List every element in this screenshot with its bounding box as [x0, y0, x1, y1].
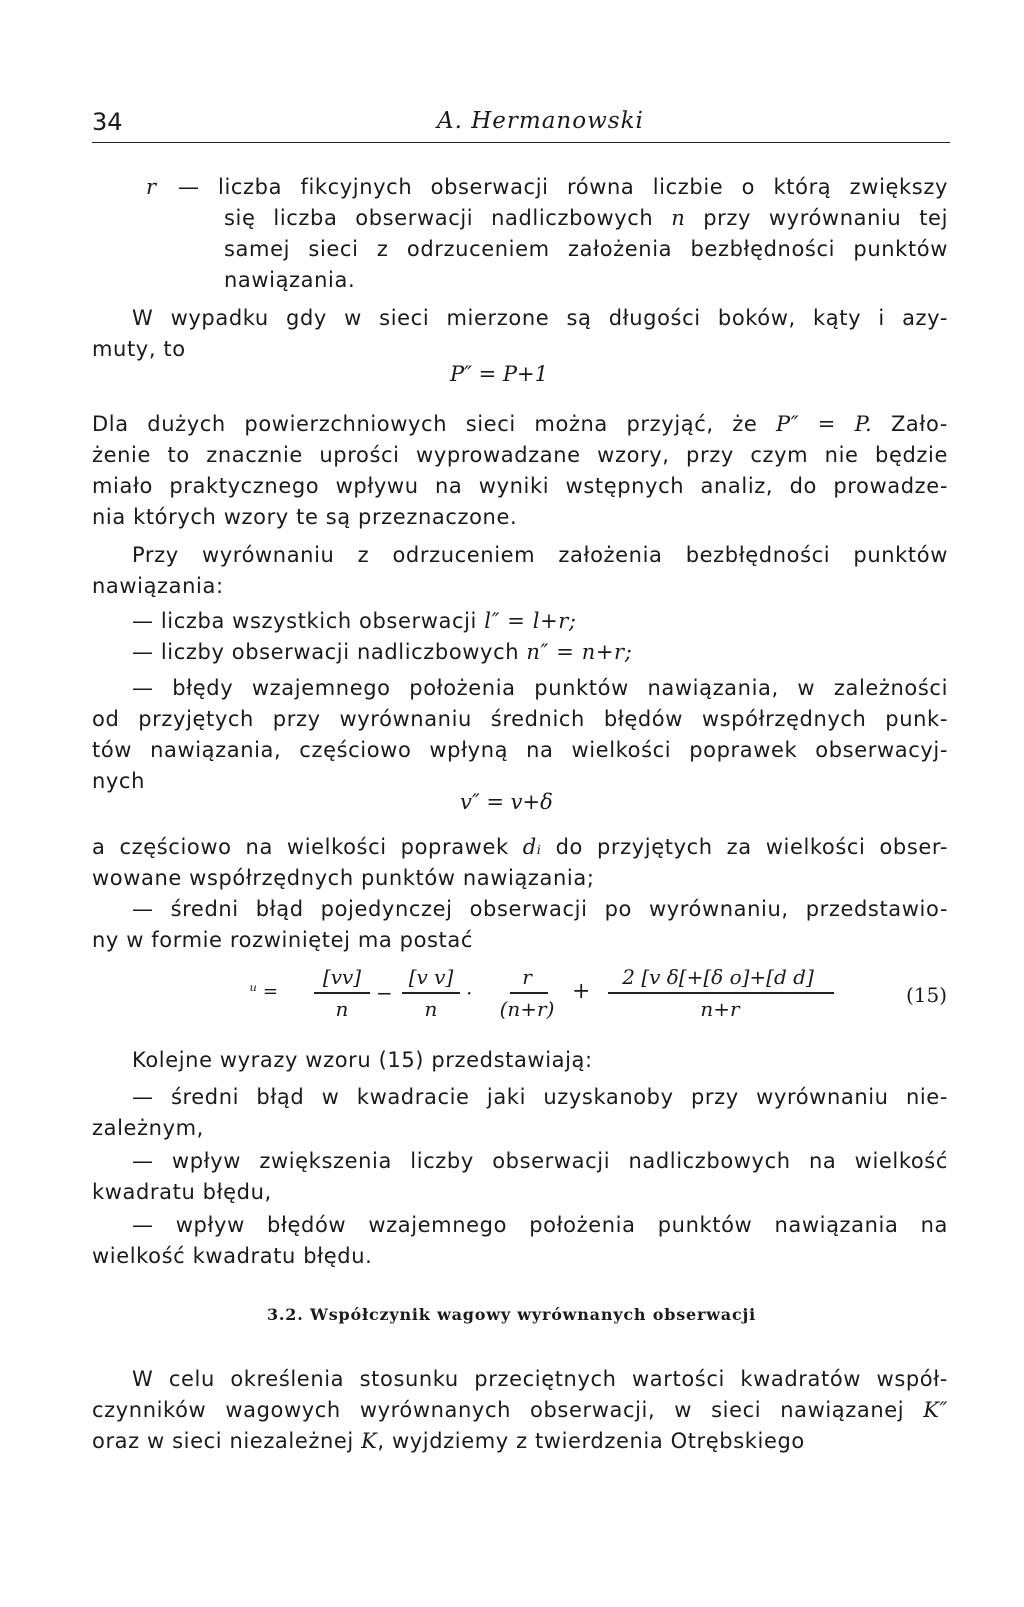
text-line: oraz w sieci niezależnej K, wyjdziemy z twierdzenia Otrębskiego [92, 1429, 805, 1453]
fraction-numerator: 2 [v δ[+[δ o]+[d d] [622, 965, 814, 989]
text-line: miało praktycznego wpływu na wyniki wstępnych analiz, do prowadze- [92, 474, 948, 498]
text-line: nia których wzory te są przeznaczone. [92, 505, 518, 529]
equation-v: v″ = v+δ [460, 790, 553, 814]
equation-number: (15) [906, 983, 948, 1007]
text-line: się liczba obserwacji nadliczbowych n przy wyrównaniu tej [224, 206, 948, 230]
formula-lhs: ᵘ = [250, 981, 278, 1002]
text-line: muty, to [92, 337, 186, 361]
term-r: r [146, 175, 157, 199]
plus-sign: + [572, 979, 591, 1004]
text-line: nawiązania: [92, 574, 224, 598]
fraction-denominator: n [424, 997, 438, 1021]
text-line: wielkość kwadratu błędu. [92, 1244, 373, 1268]
running-title: A. Hermanowski [437, 108, 644, 134]
page-header [92, 108, 950, 143]
fraction-numerator: r [522, 965, 532, 989]
list-item: — wpływ zwiększenia liczby obserwacji nadliczbowych na wielkość [132, 1149, 948, 1173]
fraction-denominator: (n+r) [499, 997, 555, 1021]
text-line: ny w formie rozwiniętej ma postać [92, 928, 474, 952]
fraction-denominator: n+r [700, 997, 740, 1021]
page-number: 34 [92, 108, 123, 136]
list-item: — błędy wzajemnego położenia punktów nawiązania, w zależności [132, 676, 948, 700]
minus-sign: − [376, 981, 393, 1005]
text-line: nawiązania. [224, 268, 356, 292]
text-line: zależnym, [92, 1116, 204, 1140]
list-item: — średni błąd pojedynczej obserwacji po wyrównaniu, przedstawio- [132, 897, 948, 921]
text-line: W wypadku gdy w sieci mierzone są długości boków, kąty i azy- [132, 306, 948, 330]
fraction-bar [402, 992, 460, 994]
text-line: Kolejne wyrazy wzoru (15) przedstawiają: [132, 1048, 593, 1072]
text-line: tów nawiązania, częściowo wpłyną na wielkości poprawek obserwacyj- [92, 738, 948, 762]
fraction-bar [510, 992, 548, 994]
text-line: czynników wagowych wyrównanych obserwacji, w sieci nawiązanej K″ [92, 1398, 948, 1422]
equation-p: P″ = P+1 [450, 362, 549, 386]
list-item: — liczby obserwacji nadliczbowych n″ = n+r; [132, 640, 633, 664]
list-item: — średni błąd w kwadracie jaki uzyskanoby przy wyrównaniu nie- [132, 1085, 948, 1109]
text-line: nych [92, 769, 145, 793]
section-heading: 3.2. Współczynik wagowy wyrównanych obserwacji [267, 1305, 756, 1324]
text-line: W celu określenia stosunku przeciętnych wartości kwadratów współ- [132, 1367, 948, 1391]
text-line: Dla dużych powierzchniowych sieci można przyjąć, że P″ = P. Zało- [92, 412, 948, 436]
fraction-bar [314, 992, 370, 994]
text-line: od przyjętych przy wyrównaniu średnich błędów współrzędnych punk- [92, 707, 948, 731]
dot-operator: · [466, 981, 473, 1005]
text-line: żenie to znacznie uprości wyprowadzane wzory, przy czym nie będzie [92, 443, 948, 467]
list-item: — liczba wszystkich obserwacji l″ = l+r; [132, 609, 577, 633]
text-line: — liczba fikcyjnych obserwacji równa liczbie o którą zwiększy [178, 175, 948, 199]
fraction-numerator: [v v] [408, 965, 454, 989]
list-item: — wpływ błędów wzajemnego położenia punktów nawiązania na [132, 1213, 948, 1237]
text-line: wowane współrzędnych punktów nawiązania; [92, 866, 595, 890]
text-line: samej sieci z odrzuceniem założenia bezbłędności punktów [224, 237, 948, 261]
text-line: kwadratu błędu, [92, 1180, 272, 1204]
fraction-numerator: [vv] [322, 965, 362, 989]
fraction-denominator: n [335, 997, 349, 1021]
text-line: Przy wyrównaniu z odrzuceniem założenia bezbłędności punktów [132, 543, 948, 567]
fraction-bar [608, 992, 834, 994]
text-line: a częściowo na wielkości poprawek dᵢ do przyjętych za wielkości obser- [92, 835, 948, 859]
